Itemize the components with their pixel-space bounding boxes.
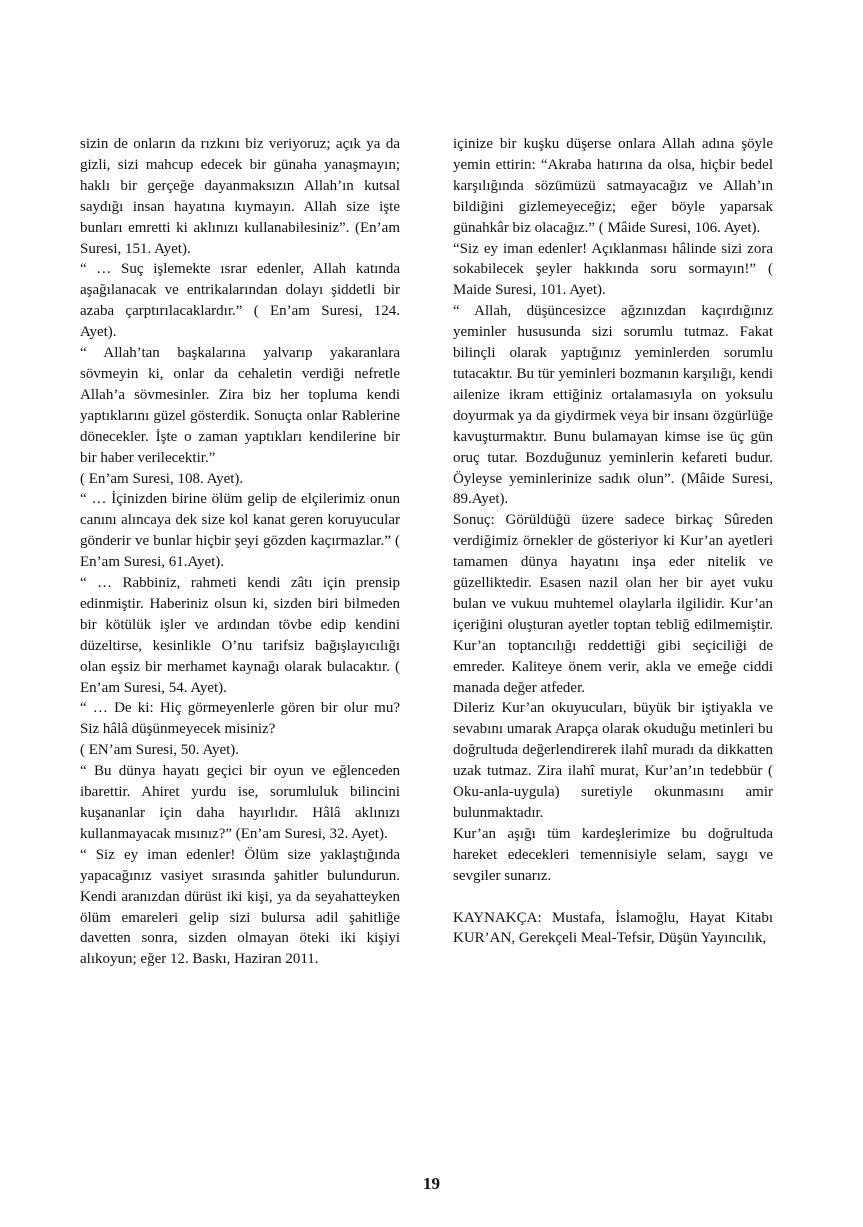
- left-column: [80, 134, 400, 970]
- paragraph: sizin de onların da rızkını biz veriyoruz; açık ya da gizli, sizi mahcup edecek bir günaha yanaşmayın; haklı bir gerçeğe dayanmaksızın Allah’ın kutsal saydığı insan hayatına kıymayın. Allah size işte bunları emretti ki aklınızı kullanabilesiniz”. (En’am Suresi, 151. Ayet).: [80, 136, 400, 257]
- paragraph: “ … Suç işlemekte ısrar edenler, Allah katında aşağılanacak ve entrikalarından dolayı şiddetli bir azaba çarptırılacaklardır.” ( En’am Suresi, 124. Ayet).: [80, 261, 400, 341]
- paragraph: “ … İçinizden birine ölüm gelip de elçilerimiz onun canını alıncaya dek size kol kanat geren koruyucular gönderir ve bunlar hiçbir şeyi gözden kaçırmazlar.” ( En’am Suresi, 61.Ayet).: [80, 491, 400, 571]
- page-number: 19: [423, 1174, 440, 1193]
- paragraph: içinize bir kuşku düşerse onlara Allah adına şöyle yemin ettirin: “Akraba hatırına da olsa, hiçbir bedel karşılığında sözümüzü satmayacağız ve Allah’ın bildiğini gizlemeyeceğiz; eğer böyle yaparsak günahkâr biz olacağız.” ( Mâide Suresi, 106. Ayet).: [453, 136, 773, 236]
- paragraph: “ … Rabbiniz, rahmeti kendi zâtı için prensip edinmiştir. Haberiniz olsun ki, sizden biri bilmeden bir kötülük işler ve ardından tövbe edip kendini düzeltirse, kesinlikle O’nu tarifsiz bağışlayıcılığı olan eşsiz bir merhamet kaynağı olarak bulacaktır. ( En’am Suresi, 54. Ayet).: [80, 575, 400, 696]
- paragraph: “ Bu dünya hayatı geçici bir oyun ve eğlenceden ibarettir. Ahiret yurdu ise, sorumluluk bilincini kuşananlar için daha hayırlıdır. Hâlâ aklınızı kullanmayacak mısınız?” (En’am Suresi, 32. Ayet).: [80, 763, 400, 842]
- paragraph: “ Allah, düşüncesizce ağzınızdan kaçırdığınız yeminler hususunda sizi sorumlu tutmaz. Fakat bilinçli olarak yaptığınız yeminlerden sorumlu tutacaktır. Bu tür yeminleri bozmanın karşılığı, kendi ailenize ikram ettiğiniz ortalamasıyla on yoksulu doyurmak ya da giydirmek veya bir insanı özgürlüğe kavuşturmaktır. Bunu bulamayan kimse ise üç gün oruç tutar. Bozduğunuz yeminlerin kefareti budur. Öyleyse yeminlerinize sadık olun”. (Mâide Suresi, 89.Ayet).: [453, 303, 773, 508]
- paragraph: Dileriz Kur’an okuyucuları, büyük bir iştiyakla ve sevabını umarak Arapça olarak okuduğu metinleri bu doğrultuda değerlendirerek ilahî muradı da dikkatten uzak tutmaz. Zira ilahî murat, Kur’an’ın tedebbür ( Oku-anla-uygula) suretiyle okunmasını amir bulunmaktadır.: [453, 700, 773, 821]
- paragraph: “ … De ki: Hiç görmeyenlerle gören bir olur mu? Siz hâlâ düşünmeyecek misiniz?: [80, 700, 400, 738]
- right-column: [453, 134, 773, 949]
- paragraph: Sonuç: Görüldüğü üzere sadece birkaç Sûreden verdiğimiz örnekler de gösteriyor ki Kur’an ayetleri tamamen dünya hayatını inşa eder nitelik ve güzelliktedir. Esasen nazil olan her bir ayet vuku bulan ve vukuu muhtemel olaylarla ilgilidir. Kur’an içeriğini oluşturan ayetler toptan tebliğ edilmemiştir. Kur’an toptancılığı reddettiği gibi seçiciliği de emreder. Kaliteye önem verir, akla ve emeğe ciddi manada değer atfeder.: [453, 512, 773, 696]
- paragraph: Kur’an aşığı tüm kardeşlerimize bu doğrultuda hareket edecekleri temennisiyle selam, saygı ve sevgiler sunarız.: [453, 825, 773, 884]
- paragraph: ( EN’am Suresi, 50. Ayet).: [80, 742, 240, 759]
- bibliography: KAYNAKÇA: Mustafa, İslamoğlu, Hayat Kitabı KUR’AN, Gerekçeli Meal-Tefsir, Düşün Yayıncılık,: [453, 909, 773, 947]
- paragraph: “Siz ey iman edenler! Açıklanması hâlinde sizi zora sokabilecek şeyler hakkında soru sormayın!” ( Maide Suresi, 101. Ayet).: [453, 240, 773, 299]
- paragraph: ( En’am Suresi, 108. Ayet).: [80, 470, 244, 487]
- paragraph: “ Siz ey iman edenler! Ölüm size yaklaştığında yapacağınız vasiyet sırasında şahitler bulundurun. Kendi aranızdan dürüst iki kişi, ya da seyahatteyken ölüm emareleri gelip sizi bulursa adil şahitliğe davetten sonra, sizden olmayan öteki iki kişiyi alıkoyun; eğer 12. Baskı, Haziran 2011.: [80, 846, 400, 968]
- paragraph: “ Allah’tan başkalarına yalvarıp yakaranlara sövmeyin ki, onlar da cehaletin verdiği nefretle Allah’a sövmesinler. Zira biz her topluma kendi yaptıklarını güzel gösterdik. Sonuçta onlar Rablerine dönecekler. İşte o zaman yaptıkları kendilerine bir bir haber verilecektir.”: [80, 345, 400, 466]
